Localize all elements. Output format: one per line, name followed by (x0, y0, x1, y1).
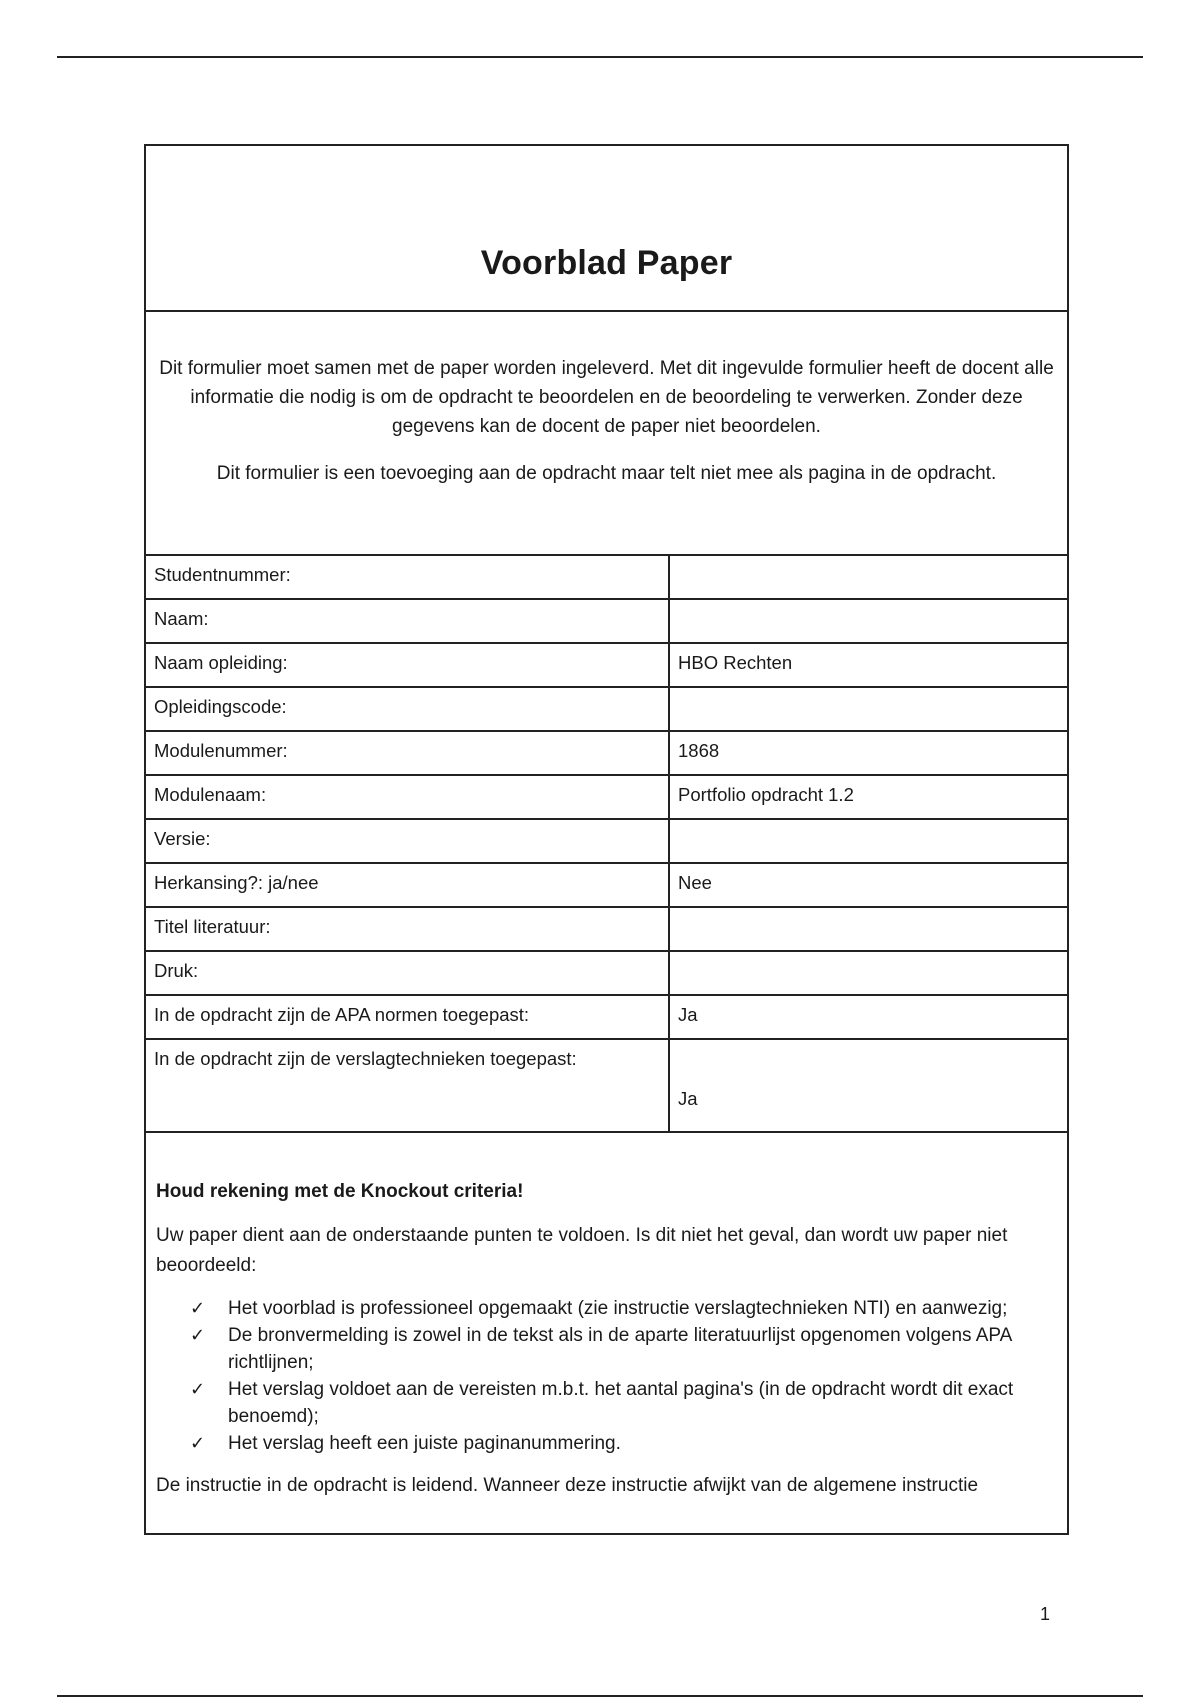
table-row (146, 687, 1067, 731)
field-label-modulenummer: Modulenummer: (146, 731, 669, 775)
criterion-text: Het verslag voldoet aan de vereisten m.b.t. het aantal pagina's (in de opdracht wordt dit exact benoemd); (228, 1379, 1014, 1427)
intro-paragraph-1: Dit formulier moet samen met de paper worden ingeleverd. Met dit ingevulde formulier heeft de docent alle informatie die nodig is om de opdracht te beoordelen en de beoordeling te verwerken. Zonder deze gegevens kan de docent de paper niet beoordelen. (159, 358, 1054, 437)
table-row (146, 555, 1067, 599)
table-row (146, 995, 1067, 1039)
field-label-apa-normen: In de opdracht zijn de APA normen toegepast: (146, 995, 669, 1039)
field-label-naam: Naam: (146, 599, 669, 643)
field-value-studentnummer[interactable] (669, 555, 1067, 599)
field-label-verslagtechnieken: In de opdracht zijn de verslagtechnieken toegepast: (146, 1039, 669, 1131)
field-label-naam-opleiding: Naam opleiding: (146, 643, 669, 687)
field-label-modulenaam: Modulenaam: (146, 775, 669, 819)
field-value-modulenummer[interactable]: 1868 (669, 731, 1067, 775)
table-row (146, 863, 1067, 907)
header-rule (57, 56, 1143, 58)
field-value-naam-opleiding[interactable]: HBO Rechten (669, 643, 1067, 687)
student-info-table (146, 554, 1067, 1131)
knockout-closing: De instructie in de opdracht is leidend. Wanneer deze instructie afwijkt van de algemene instructie (156, 1475, 979, 1496)
field-value-modulenaam[interactable]: Portfolio opdracht 1.2 (669, 775, 1067, 819)
intro-section (146, 312, 1067, 554)
list-item (190, 1322, 1057, 1376)
field-label-studentnummer: Studentnummer: (146, 555, 669, 599)
checkmark-icon: ✓ (190, 1325, 206, 1346)
field-value-titel-literatuur[interactable] (669, 907, 1067, 951)
field-value-naam[interactable] (669, 599, 1067, 643)
table-row (146, 819, 1067, 863)
list-item (190, 1430, 1057, 1457)
table-row (146, 1039, 1067, 1131)
field-value-verslagtechnieken[interactable]: Ja (669, 1039, 1067, 1131)
checkmark-icon: ✓ (190, 1379, 206, 1400)
field-value-druk[interactable] (669, 951, 1067, 995)
field-label-druk: Druk: (146, 951, 669, 995)
knockout-title: Houd rekening met de Knockout criteria! (156, 1181, 524, 1202)
checkmark-icon: ✓ (190, 1298, 206, 1319)
table-row (146, 731, 1067, 775)
criterion-text: Het verslag heeft een juiste paginanummering. (228, 1433, 621, 1454)
field-value-opleidingscode[interactable] (669, 687, 1067, 731)
page-title: Voorblad Paper (480, 244, 733, 282)
table-row (146, 775, 1067, 819)
page-number: 1 (1040, 1604, 1051, 1624)
field-label-titel-literatuur: Titel literatuur: (146, 907, 669, 951)
knockout-criteria-list (156, 1295, 1057, 1457)
intro-paragraph-2: Dit formulier is een toevoeging aan de opdracht maar telt niet mee als pagina in de opdracht. (216, 463, 997, 484)
field-value-herkansing[interactable]: Nee (669, 863, 1067, 907)
list-item (190, 1295, 1057, 1322)
criterion-text: De bronvermelding is zowel in de tekst als in de aparte literatuurlijst opgenomen volgens APA richtlijnen; (228, 1325, 1012, 1373)
table-row (146, 907, 1067, 951)
title-section (146, 146, 1067, 312)
criterion-text: Het voorblad is professioneel opgemaakt (zie instructie verslagtechnieken NTI) en aanwezig; (228, 1298, 1008, 1319)
footer-rule (57, 1695, 1143, 1697)
knockout-section (146, 1131, 1067, 1501)
list-item (190, 1376, 1057, 1430)
field-value-versie[interactable] (669, 819, 1067, 863)
cover-form (144, 144, 1069, 1535)
checkmark-icon: ✓ (190, 1433, 206, 1454)
table-row (146, 951, 1067, 995)
table-row (146, 643, 1067, 687)
field-label-herkansing: Herkansing?: ja/nee (146, 863, 669, 907)
field-label-opleidingscode: Opleidingscode: (146, 687, 669, 731)
knockout-intro: Uw paper dient aan de onderstaande punten te voldoen. Is dit niet het geval, dan wordt uw paper niet beoordeeld: (156, 1225, 1008, 1276)
field-value-apa-normen[interactable]: Ja (669, 995, 1067, 1039)
table-row (146, 599, 1067, 643)
field-label-versie: Versie: (146, 819, 669, 863)
